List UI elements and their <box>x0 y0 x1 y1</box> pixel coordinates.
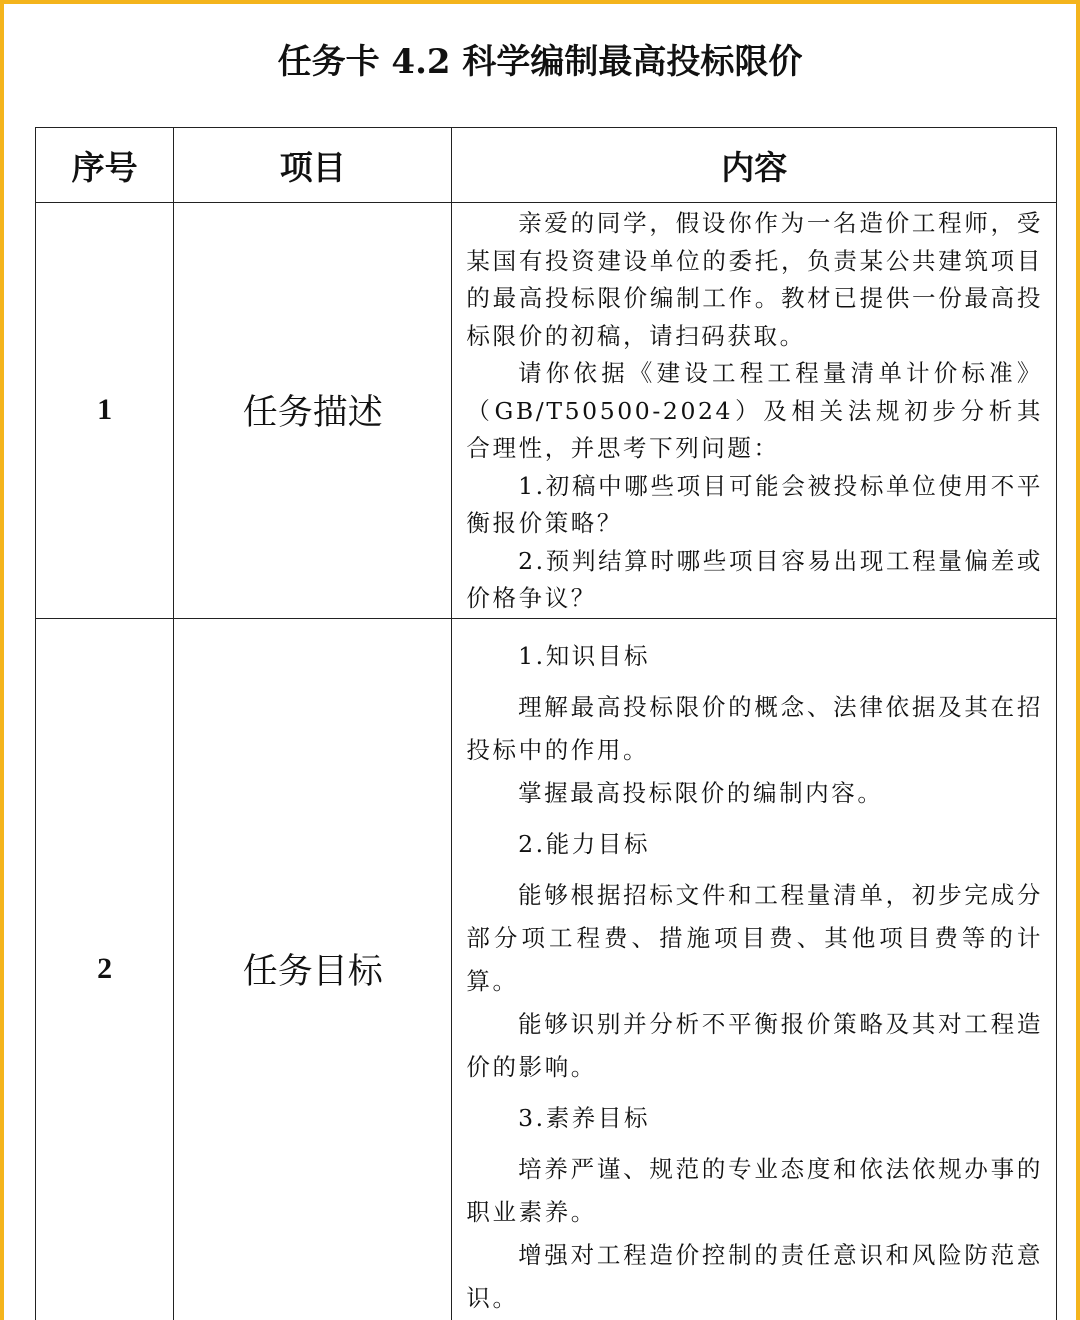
content-paragraph: 掌握最高投标限价的编制内容。 <box>518 778 884 807</box>
header-index: 序号 <box>36 128 174 203</box>
table-header-row <box>36 128 1057 203</box>
page-title: 任务卡 4.2 科学编制最高投标限价 <box>277 42 803 82</box>
task-card-table <box>35 127 1057 1320</box>
content-paragraph: 2.预判结算时哪些项目容易出现工程量偏差或价格争议？ <box>466 546 1043 612</box>
content-paragraph: 亲爱的同学，假设你作为一名造价工程师，受某国有投资建设单位的委托，负责某公共建筑项目的最高投标限价编制工作。教材已提供一份最高投标限价的初稿，请扫码获取。 <box>466 209 1043 350</box>
row-number: 2 <box>36 618 174 1320</box>
row-content <box>452 618 1057 1320</box>
content-paragraph: 能够识别并分析不平衡报价策略及其对工程造价的影响。 <box>466 1009 1043 1081</box>
document-page <box>4 4 1076 1320</box>
row-content <box>452 203 1057 619</box>
row-item: 任务描述 <box>174 203 452 619</box>
header-item: 项目 <box>174 128 452 203</box>
section-heading: 1.知识目标 <box>518 641 651 670</box>
content-paragraph: 请你依据《建设工程工程量清单计价标准》（GB/T50500-2024）及相关法规初步分析其合理性，并思考下列问题： <box>466 359 1043 462</box>
section-heading: 2.能力目标 <box>518 829 651 858</box>
content-paragraph: 理解最高投标限价的概念、法律依据及其在招投标中的作用。 <box>466 692 1043 764</box>
content-paragraph: 能够根据招标文件和工程量清单，初步完成分部分项工程费、措施项目费、其他项目费等的计算。 <box>466 880 1043 995</box>
table-row <box>36 203 1057 619</box>
table-row <box>36 618 1057 1320</box>
header-content: 内容 <box>452 128 1057 203</box>
content-paragraph: 1.初稿中哪些项目可能会被投标单位使用不平衡报价策略？ <box>466 471 1043 537</box>
row-number: 1 <box>36 203 174 619</box>
content-paragraph: 增强对工程造价控制的责任意识和风险防范意识。 <box>466 1240 1043 1312</box>
content-paragraph: 培养严谨、规范的专业态度和依法依规办事的职业素养。 <box>466 1154 1043 1226</box>
section-heading: 3.素养目标 <box>518 1103 651 1132</box>
row-item: 任务目标 <box>174 618 452 1320</box>
